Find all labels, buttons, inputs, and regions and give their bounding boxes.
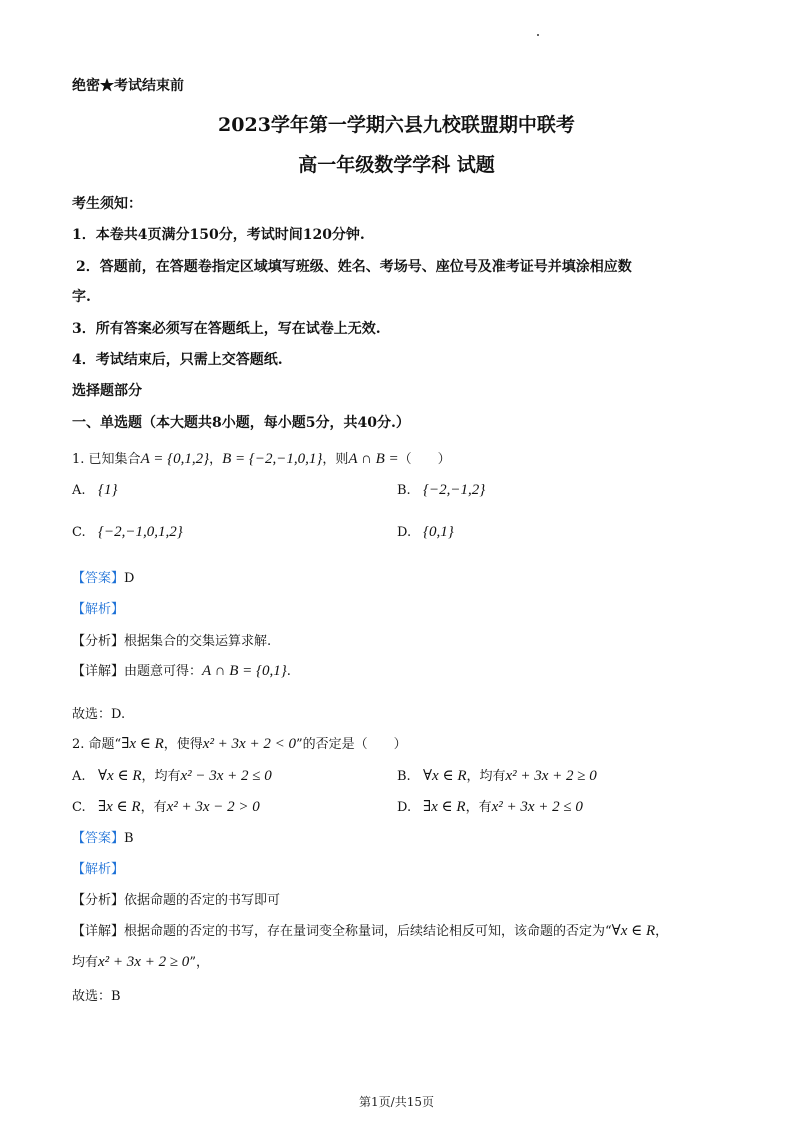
instruction-item: 1．本卷共4页满分150分，考试时间120分钟. xyxy=(72,227,365,243)
option-label: C. xyxy=(72,800,86,815)
answer-value: B xyxy=(124,831,134,846)
q2-answer xyxy=(72,827,134,846)
q1-conclusion: 故选：D. xyxy=(72,707,126,722)
q1-sep1: ， xyxy=(209,452,223,467)
q1-option-d xyxy=(397,524,454,541)
xiangjie-prefix: 由题意可得： xyxy=(124,664,203,679)
option-value: {0,1} xyxy=(423,524,454,540)
q2-xiangjie-line1 xyxy=(72,920,668,940)
answer-value: D xyxy=(124,571,135,586)
option-label: B. xyxy=(397,769,411,784)
instruction-item: 3．所有答案必须写在答题纸上，写在试卷上无效. xyxy=(72,321,381,337)
q1-option-c xyxy=(72,524,183,541)
q1-option-b xyxy=(397,482,485,499)
xiangjie-prefix: 均有 xyxy=(72,955,99,970)
xiangjie-tag: 【详解】 xyxy=(72,664,125,679)
exam-title: 2023学年第一学期六县九校联盟期中联考 xyxy=(218,114,575,136)
q1-sep2: ，则 xyxy=(322,452,349,467)
option-quant: ∀x ∈ R xyxy=(423,768,467,784)
option-expr: x² + 3x + 2 ≥ 0 xyxy=(505,768,597,784)
q2-mid: ，使得 xyxy=(163,737,203,752)
option-label: D. xyxy=(397,800,412,815)
xiangjie-math: ∀x ∈ R xyxy=(611,923,656,939)
answer-tag: 【答案】 xyxy=(72,571,125,586)
option-value: {1} xyxy=(98,482,118,498)
q1-analysis-tag: 【解析】 xyxy=(72,602,125,617)
option-word: ，均有 xyxy=(141,769,181,784)
option-label: C. xyxy=(72,525,86,540)
q1-prefix: 已知集合 xyxy=(88,452,141,467)
instruction-item: 字. xyxy=(72,289,91,305)
xiangjie-end: ”， xyxy=(189,955,209,970)
subsection-title: 一、单选题（本大题共8小题，每小题5分，共40分.） xyxy=(72,415,410,431)
q2-math2: x² + 3x + 2 < 0 xyxy=(202,736,296,752)
xiangjie-text: 根据命题的否定的书写，存在量词变全称量词，后续结论相反可知，该命题的否定为“ xyxy=(124,924,612,939)
option-word: ，均有 xyxy=(466,769,506,784)
answer-tag: 【答案】 xyxy=(72,831,125,846)
q1-set-a: A = {0,1,2} xyxy=(140,451,210,467)
option-label: B. xyxy=(397,483,411,498)
q1-expr: A ∩ B = xyxy=(348,451,399,467)
fenxi-text: 根据集合的交集运算求解. xyxy=(124,634,272,649)
q2-math1: ∃x ∈ R xyxy=(121,736,164,752)
q2-option-d xyxy=(397,796,583,816)
q2-xiangjie-line2 xyxy=(72,951,209,971)
option-word: ，有 xyxy=(140,800,167,815)
instruction-item: 2．答题前，在答题卷指定区域填写班级、姓名、考场号、座位号及准考证号并填涂相应数 xyxy=(76,259,632,275)
q1-answer xyxy=(72,567,134,586)
q1-fenxi xyxy=(72,630,271,649)
option-expr: x² − 3x + 2 ≤ 0 xyxy=(180,768,272,784)
exam-subtitle: 高一年级数学学科 试题 xyxy=(298,154,495,176)
q2-fenxi xyxy=(72,889,280,908)
q1-paren: （ ） xyxy=(398,452,451,467)
option-quant: ∃x ∈ R xyxy=(98,799,141,815)
option-label: D. xyxy=(397,525,412,540)
fenxi-tag: 【分析】 xyxy=(72,893,125,908)
fenxi-tag: 【分析】 xyxy=(72,634,125,649)
option-value: {−2,−1,2} xyxy=(423,482,486,498)
option-expr: x² + 3x − 2 > 0 xyxy=(166,799,260,815)
option-expr: x² + 3x + 2 ≤ 0 xyxy=(491,799,583,815)
option-label: A. xyxy=(72,769,86,784)
option-quant: ∀x ∈ R xyxy=(98,768,142,784)
q2-suffix: ”的否定是（ ） xyxy=(295,737,407,752)
page-footer: 第1页/共15页 xyxy=(359,1095,434,1109)
instruction-item: 4．考试结束后，只需上交答题纸. xyxy=(72,352,283,368)
q2-prefix: 命题“ xyxy=(88,737,122,752)
q2-option-a xyxy=(72,765,272,785)
q2-conclusion: 故选：B xyxy=(72,989,121,1004)
xiangjie-end: . xyxy=(286,664,291,679)
q1-stem xyxy=(72,448,451,468)
part-title: 选择题部分 xyxy=(72,383,142,399)
q2-option-c xyxy=(72,796,260,816)
q1-option-a xyxy=(72,482,118,499)
q1-set-b: B = {−2,−1,0,1} xyxy=(222,451,323,467)
option-quant: ∃x ∈ R xyxy=(423,799,466,815)
instructions-heading: 考生须知： xyxy=(72,196,142,212)
q2-stem xyxy=(72,733,407,753)
q1-number: 1. xyxy=(72,452,85,467)
scan-dot xyxy=(537,34,539,36)
option-word: ，有 xyxy=(465,800,492,815)
q2-analysis-tag: 【解析】 xyxy=(72,862,125,877)
q2-number: 2. xyxy=(72,737,85,752)
xiangjie-math: A ∩ B = {0,1} xyxy=(202,663,287,679)
xiangjie-math: x² + 3x + 2 ≥ 0 xyxy=(98,954,190,970)
q2-option-b xyxy=(397,765,597,785)
xiangjie-tag: 【详解】 xyxy=(72,924,125,939)
secret-label: 绝密★考试结束前 xyxy=(72,78,184,94)
xiangjie-end: ， xyxy=(655,924,669,939)
fenxi-text: 依据命题的否定的书写即可 xyxy=(124,893,281,908)
q1-xiangjie xyxy=(72,660,291,680)
option-label: A. xyxy=(72,483,86,498)
option-value: {−2,−1,0,1,2} xyxy=(98,524,183,540)
